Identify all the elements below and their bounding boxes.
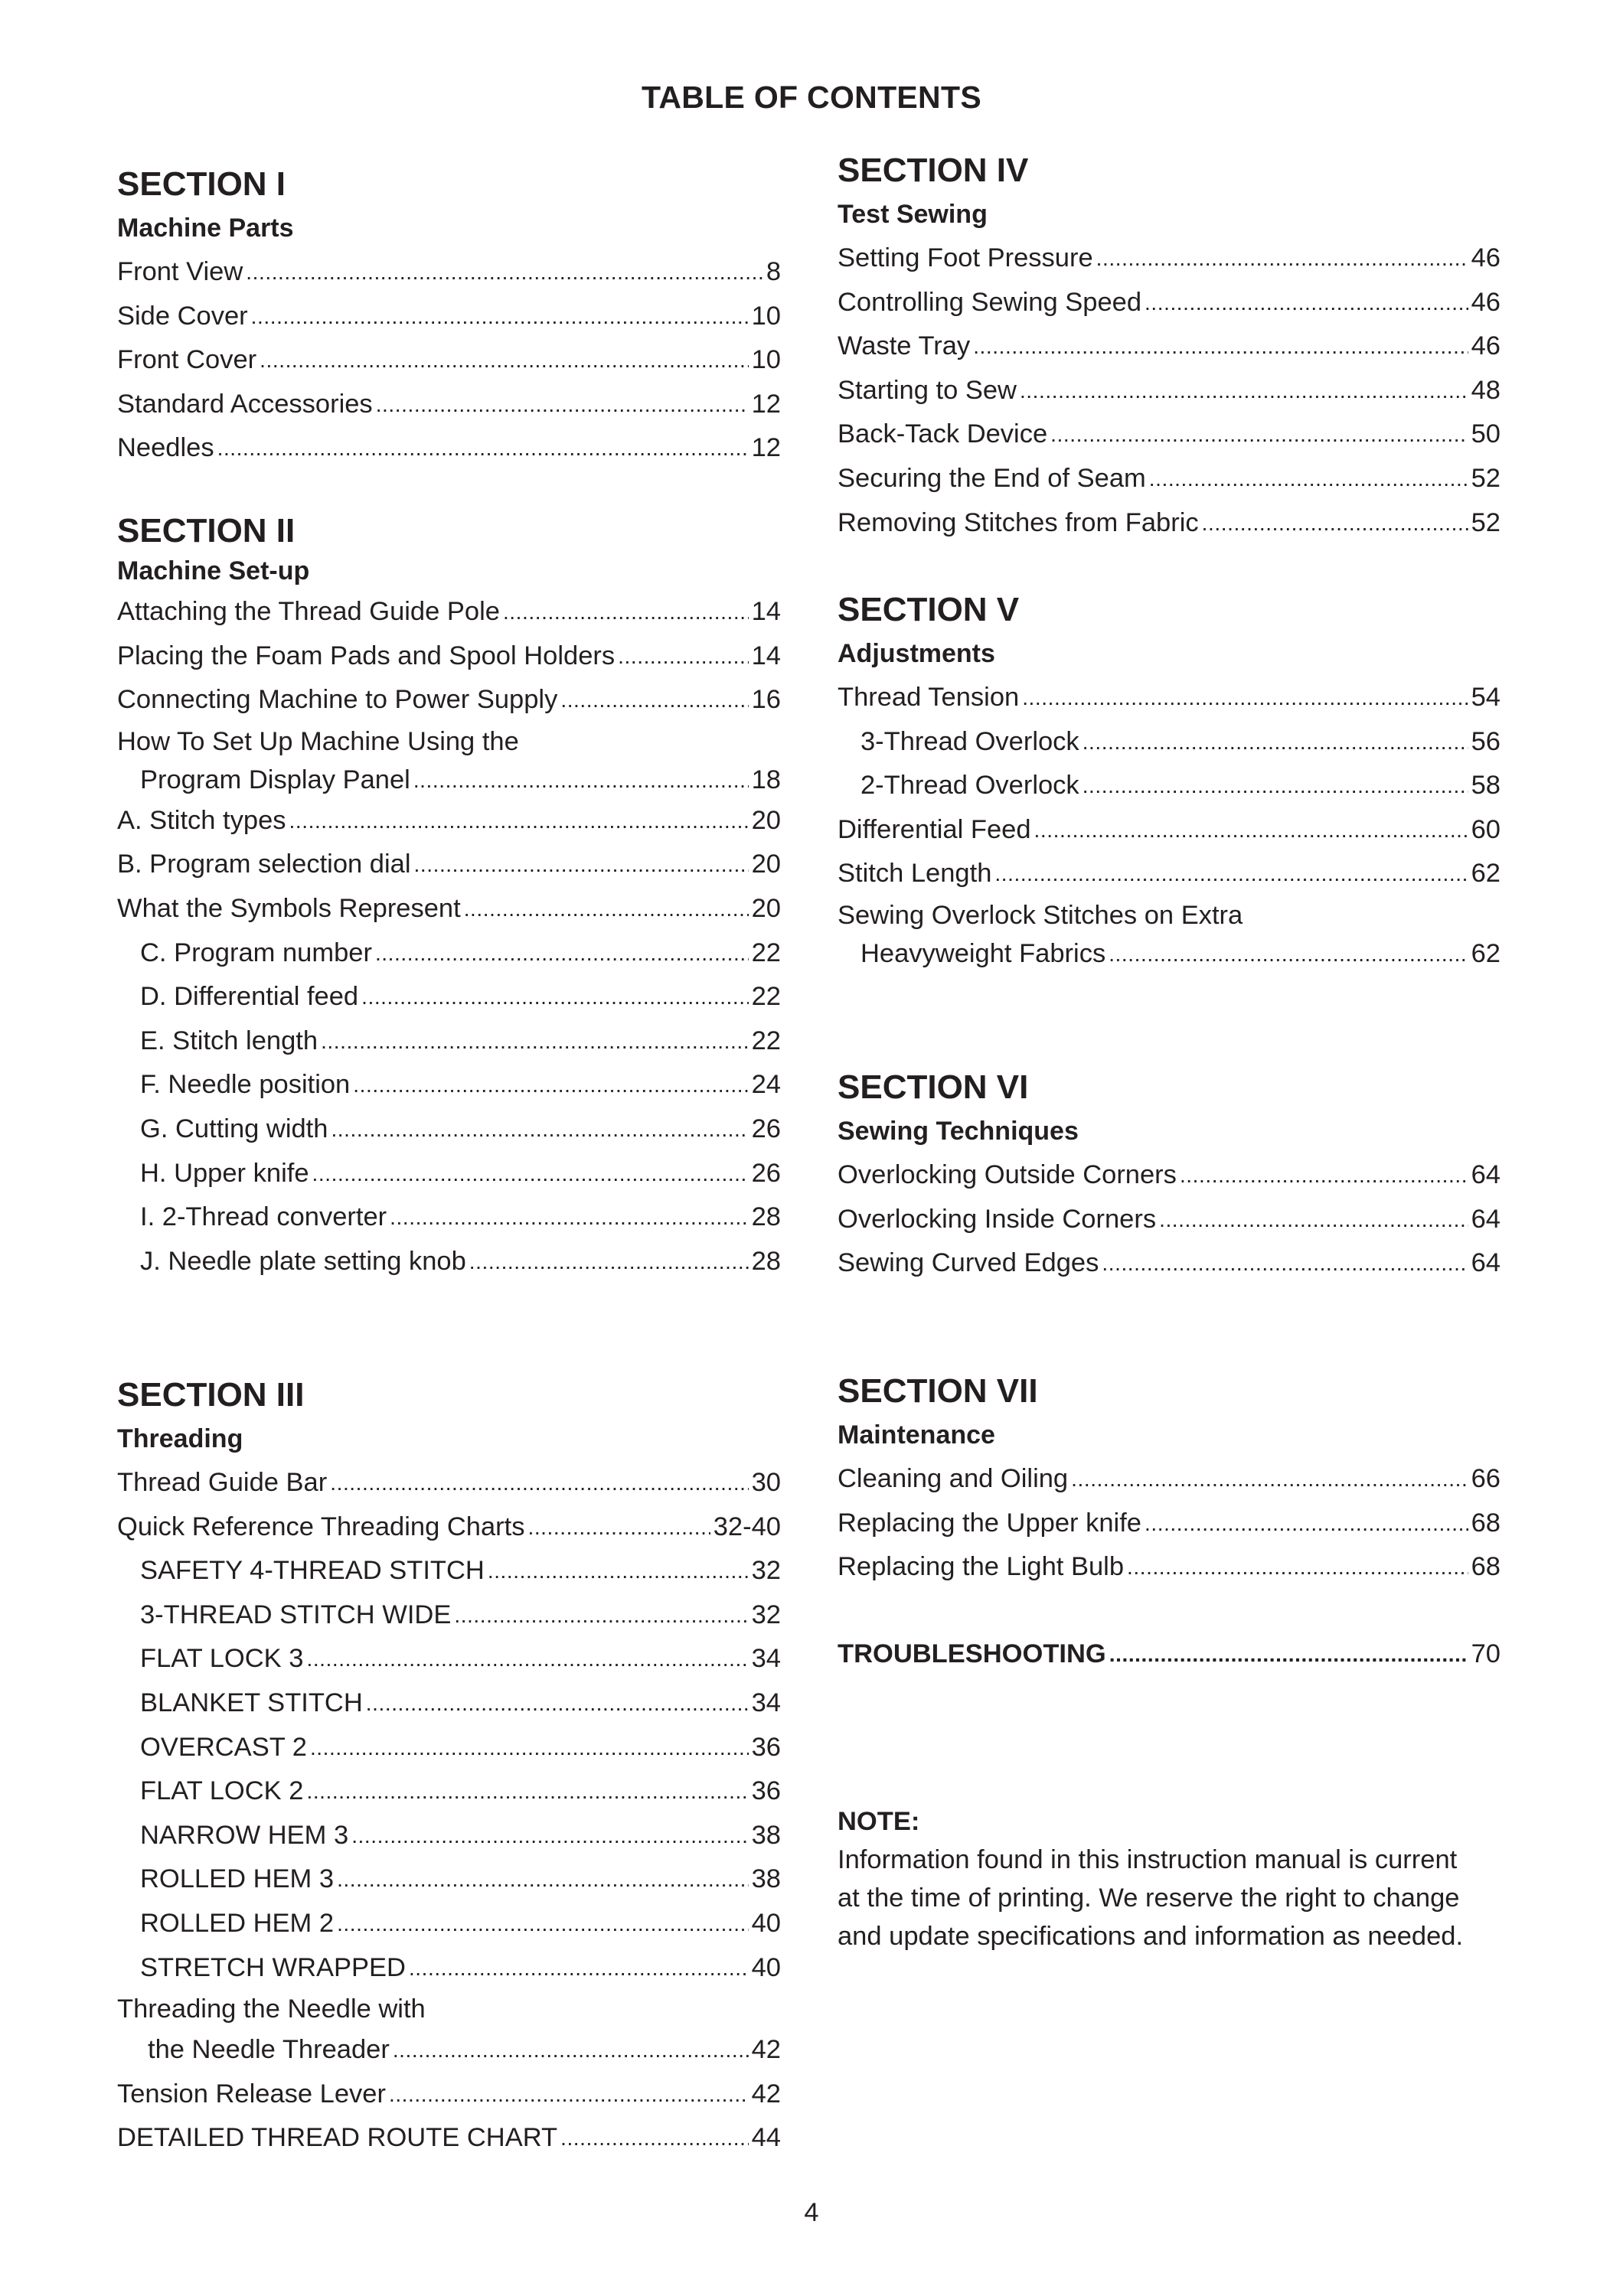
section-3 xyxy=(117,1374,781,2161)
toc-entry[interactable] xyxy=(117,1902,781,1946)
toc-entry-title: Side Cover xyxy=(117,301,248,331)
toc-entry-title: D. Differential feed xyxy=(140,982,359,1012)
toc-entry[interactable] xyxy=(117,678,781,722)
toc-entry-title: 3-THREAD STITCH WIDE xyxy=(140,1600,452,1629)
dot-leader xyxy=(469,1239,749,1284)
dot-leader xyxy=(1020,368,1468,413)
section-subheading: Threading xyxy=(117,1424,243,1453)
toc-entries xyxy=(117,250,781,471)
toc-entry-page: 22 xyxy=(751,982,781,1012)
toc-entry-page: 24 xyxy=(751,1070,781,1100)
dot-leader xyxy=(306,1636,748,1681)
toc-entry[interactable] xyxy=(117,1814,781,1858)
toc-entry[interactable] xyxy=(117,1461,781,1505)
toc-entry-title: ROLLED HEM 3 xyxy=(140,1864,335,1894)
toc-entry[interactable] xyxy=(117,590,781,634)
toc-entry-title: Sewing Overlock Stitches on Extra xyxy=(838,900,1243,930)
toc-entry-title: Program Display Panel xyxy=(140,765,410,794)
dot-leader xyxy=(503,589,749,634)
toc-entry-title: G. Cutting width xyxy=(140,1114,328,1143)
toc-entry[interactable] xyxy=(117,843,781,887)
toc-entry-title: STRETCH WRAPPED xyxy=(140,1952,406,1982)
toc-entry-page: 68 xyxy=(1471,1552,1501,1582)
dot-leader xyxy=(1109,934,1468,974)
toc-entry[interactable] xyxy=(838,369,1501,413)
toc-entry-title: Differential Feed xyxy=(838,814,1031,844)
toc-entry-page: 42 xyxy=(751,2035,781,2065)
troubleshooting-entry[interactable] xyxy=(838,1632,1501,1677)
toc-entry-title: Overlocking Inside Corners xyxy=(838,1204,1157,1234)
toc-entry-page: 56 xyxy=(1471,726,1501,756)
dot-leader xyxy=(321,1019,749,1064)
section-subheading: Maintenance xyxy=(838,1420,995,1450)
toc-entry-title: Waste Tray xyxy=(838,331,971,361)
toc-entry-title: Overlocking Outside Corners xyxy=(838,1160,1177,1189)
dot-leader xyxy=(618,634,748,679)
toc-entry-page: 54 xyxy=(1471,683,1501,712)
toc-entry-title: C. Program number xyxy=(140,938,372,967)
toc-entry[interactable] xyxy=(117,761,781,799)
toc-entry-page: 44 xyxy=(751,2123,781,2153)
dot-leader xyxy=(464,886,749,931)
toc-entry[interactable] xyxy=(838,934,1501,973)
dot-leader xyxy=(217,426,749,471)
dot-leader xyxy=(994,851,1468,896)
dot-leader xyxy=(366,1681,749,1726)
section-heading: SECTION VI xyxy=(838,1068,1029,1106)
toc-entry-page: 8 xyxy=(766,257,781,286)
toc-entry-page: 34 xyxy=(751,1688,781,1717)
dot-leader xyxy=(560,2115,749,2161)
toc-entry[interactable] xyxy=(117,1769,781,1814)
toc-entry-page: 40 xyxy=(751,1908,781,1938)
toc-entry[interactable] xyxy=(117,2116,781,2161)
toc-entry-page: 20 xyxy=(751,850,781,879)
toc-entries xyxy=(838,676,1501,973)
dot-leader xyxy=(306,1769,748,1814)
toc-entry-page: 32 xyxy=(751,1600,781,1629)
dot-leader xyxy=(1202,501,1468,546)
section-subheading: Sewing Techniques xyxy=(838,1117,1079,1146)
toc-entry-title: Placing the Foam Pads and Spool Holders xyxy=(117,641,616,670)
toc-entry-title: Securing the End of Seam xyxy=(838,463,1146,493)
toc-entry[interactable] xyxy=(117,250,781,295)
dot-leader xyxy=(1034,807,1468,853)
toc-entry-page: 10 xyxy=(751,345,781,375)
dot-leader xyxy=(289,798,749,843)
toc-entry-page: 14 xyxy=(751,597,781,626)
dot-leader xyxy=(1145,280,1468,325)
toc-entries xyxy=(838,236,1501,545)
toc-entry-title: TROUBLESHOOTING xyxy=(838,1639,1106,1668)
toc-entry[interactable] xyxy=(117,426,781,471)
toc-entry[interactable] xyxy=(838,1457,1501,1502)
dot-leader xyxy=(454,1593,748,1638)
toc-entry-page: 52 xyxy=(1471,507,1501,537)
toc-entry-title: FLAT LOCK 3 xyxy=(140,1644,304,1674)
toc-entry[interactable] xyxy=(117,799,781,843)
dot-leader xyxy=(246,249,763,295)
toc-entry-page: 50 xyxy=(1471,419,1501,449)
toc-entry-title: DETAILED THREAD ROUTE CHART xyxy=(117,2123,558,2153)
toc-entry-page: 46 xyxy=(1471,243,1501,272)
toc-entry-title: F. Needle position xyxy=(140,1070,351,1100)
note-line: Information found in this instruction manual is current xyxy=(838,1845,1458,1874)
toc-entry-title: BLANKET STITCH xyxy=(140,1688,363,1717)
toc-entry[interactable] xyxy=(838,764,1501,808)
dot-leader xyxy=(361,974,749,1019)
dot-leader xyxy=(1102,1241,1468,1286)
dot-leader xyxy=(330,1460,748,1505)
toc-entry-title: Front Cover xyxy=(117,345,257,375)
toc-entry[interactable] xyxy=(838,1502,1501,1546)
section-7 xyxy=(838,1370,1501,1590)
dot-leader xyxy=(1180,1153,1468,1198)
toc-entry[interactable] xyxy=(838,852,1501,896)
toc-entry[interactable] xyxy=(117,1152,781,1196)
toc-entry[interactable] xyxy=(117,1107,781,1152)
toc-entry-title: I. 2-Thread converter xyxy=(140,1202,387,1232)
toc-entry-title: Quick Reference Threading Charts xyxy=(117,1512,525,1541)
dot-leader xyxy=(390,1195,748,1240)
toc-entry[interactable] xyxy=(117,1681,781,1726)
toc-entry-title: NARROW HEM 3 xyxy=(140,1820,349,1850)
section-heading: SECTION VII xyxy=(838,1372,1038,1410)
toc-entry-title: Removing Stitches from Fabric xyxy=(838,507,1199,537)
toc-entry-title: OVERCAST 2 xyxy=(140,1732,307,1762)
toc-entry[interactable] xyxy=(117,1195,781,1240)
toc-entry-page: 64 xyxy=(1471,1248,1501,1278)
toc-entry[interactable] xyxy=(117,338,781,383)
toc-entry-page: 64 xyxy=(1471,1160,1501,1189)
note-heading: NOTE: xyxy=(838,1807,920,1836)
toc-entry[interactable] xyxy=(838,281,1501,325)
toc-entry[interactable] xyxy=(117,1240,781,1284)
toc-entries xyxy=(117,590,781,1283)
toc-entry-title: Attaching the Thread Guide Pole xyxy=(117,597,500,626)
toc-entry-page: 12 xyxy=(751,433,781,463)
toc-entry[interactable] xyxy=(117,295,781,339)
dot-leader xyxy=(527,1505,710,1550)
toc-entry-page: 34 xyxy=(751,1644,781,1674)
toc-entry-page: 46 xyxy=(1471,331,1501,361)
toc-entry-title: What the Symbols Represent xyxy=(117,893,461,923)
toc-entry-page: 68 xyxy=(1471,1508,1501,1538)
toc-entry[interactable] xyxy=(838,676,1501,720)
toc-entry-page: 22 xyxy=(751,1026,781,1055)
toc-entry[interactable] xyxy=(117,1063,781,1107)
toc-entry[interactable] xyxy=(838,457,1501,501)
section-heading: SECTION II xyxy=(117,512,296,550)
dot-leader xyxy=(414,842,749,887)
toc-entry[interactable] xyxy=(117,1637,781,1681)
toc-entry-title: Threading the Needle with xyxy=(117,1994,426,2024)
section-subheading: Machine Set-up xyxy=(117,556,310,585)
toc-entry-page: 62 xyxy=(1471,938,1501,968)
toc-entry-page: 40 xyxy=(751,1952,781,1982)
dot-leader xyxy=(260,338,748,383)
toc-entry-page: 20 xyxy=(751,893,781,923)
section-6 xyxy=(838,1066,1501,1286)
dot-leader xyxy=(1022,675,1468,720)
toc-entry-title: Heavyweight Fabrics xyxy=(860,938,1106,968)
toc-entry[interactable] xyxy=(117,634,781,679)
dot-leader xyxy=(310,1725,749,1770)
section-subheading: Test Sewing xyxy=(838,200,988,229)
toc-entry-title: Setting Foot Pressure xyxy=(838,243,1093,272)
dot-leader xyxy=(337,1857,749,1902)
toc-entry-title: SAFETY 4-THREAD STITCH xyxy=(140,1556,485,1586)
toc-entry-page: 60 xyxy=(1471,814,1501,844)
toc-entry-page: 12 xyxy=(751,389,781,419)
toc-entry-page: 26 xyxy=(751,1114,781,1143)
toc-entry-title: Connecting Machine to Power Supply xyxy=(117,685,558,715)
toc-entry-title: E. Stitch length xyxy=(140,1026,318,1055)
dot-leader xyxy=(409,1945,749,1991)
page-number: 4 xyxy=(804,2198,819,2227)
toc-entry-title: Needles xyxy=(117,433,214,463)
dot-leader xyxy=(413,760,749,800)
toc-entry-page: 14 xyxy=(751,641,781,670)
toc-entry-title: the Needle Threader xyxy=(148,2035,390,2065)
toc-entry-page: 28 xyxy=(751,1246,781,1276)
toc-entry[interactable] xyxy=(838,1198,1501,1242)
toc-entry[interactable] xyxy=(838,1153,1501,1198)
toc-entry-page: 64 xyxy=(1471,1204,1501,1234)
toc-entry-page: 42 xyxy=(751,2079,781,2108)
toc-entry-page: 32-40 xyxy=(713,1512,781,1541)
toc-entry[interactable] xyxy=(117,1946,781,1991)
dot-leader xyxy=(251,294,749,339)
toc-entry[interactable] xyxy=(117,1019,781,1064)
dot-leader xyxy=(1083,719,1468,765)
toc-entry-title: J. Needle plate setting knob xyxy=(140,1246,466,1276)
section-heading: SECTION IV xyxy=(838,152,1029,189)
section-heading: SECTION V xyxy=(838,591,1020,628)
dot-leader xyxy=(389,2072,749,2117)
toc-entry-title: Thread Tension xyxy=(838,683,1020,712)
dot-leader xyxy=(1083,763,1468,808)
toc-entry-title: FLAT LOCK 2 xyxy=(140,1776,304,1806)
toc-entry-page: 26 xyxy=(751,1158,781,1188)
toc-entry-title: A. Stitch types xyxy=(117,805,286,835)
dot-leader xyxy=(337,1901,749,1946)
toc-entry-title: Starting to Sew xyxy=(838,375,1017,405)
toc-entry-page: 22 xyxy=(751,938,781,967)
toc-entry-page: 30 xyxy=(751,1468,781,1497)
toc-entry[interactable] xyxy=(117,975,781,1019)
toc-entries xyxy=(838,1153,1501,1286)
section-5 xyxy=(838,589,1501,973)
toc-entry-page: 10 xyxy=(751,301,781,331)
toc-entry[interactable] xyxy=(117,931,781,976)
toc-entry-page: 20 xyxy=(751,805,781,835)
toc-entry[interactable] xyxy=(117,2073,781,2117)
toc-entry-title: Back-Tack Device xyxy=(838,419,1048,449)
dot-leader xyxy=(1050,412,1468,457)
toc-entry-title: ROLLED HEM 2 xyxy=(140,1908,335,1938)
toc-entry-title: Stitch Length xyxy=(838,859,992,889)
dot-leader xyxy=(560,677,748,722)
toc-entry-title: Standard Accessories xyxy=(117,389,373,419)
toc-entry-page: 38 xyxy=(751,1820,781,1850)
toc-entry[interactable] xyxy=(838,720,1501,765)
dot-leader xyxy=(375,931,749,976)
toc-entry-title: Front View xyxy=(117,257,243,286)
toc-entry[interactable] xyxy=(117,383,781,427)
toc-entry-title: Tension Release Lever xyxy=(117,2079,386,2108)
dot-leader xyxy=(376,382,749,427)
dot-leader xyxy=(331,1107,748,1152)
toc-entry-page: 58 xyxy=(1471,771,1501,801)
section-subheading: Machine Parts xyxy=(117,214,294,243)
toc-entry xyxy=(117,722,781,761)
toc-entry-title: 2-Thread Overlock xyxy=(860,771,1079,801)
toc-entry-title: Replacing the Upper knife xyxy=(838,1508,1141,1538)
troubleshooting xyxy=(838,1632,1501,1677)
toc-entry-title: 3-Thread Overlock xyxy=(860,726,1079,756)
toc-entry[interactable] xyxy=(838,501,1501,546)
toc-entry[interactable] xyxy=(117,1593,781,1638)
dot-leader xyxy=(1109,1632,1468,1677)
toc-entry-title: Replacing the Light Bulb xyxy=(838,1552,1125,1582)
dot-leader xyxy=(488,1548,749,1593)
dot-leader xyxy=(1071,1456,1468,1502)
toc-entry-page: 28 xyxy=(751,1202,781,1232)
section-1 xyxy=(117,163,781,471)
toc-entry-page: 36 xyxy=(751,1776,781,1806)
toc-entry-page: 70 xyxy=(1471,1639,1501,1668)
toc-entry-title: Controlling Sewing Speed xyxy=(838,287,1142,317)
toc-entry[interactable] xyxy=(117,1726,781,1770)
toc-entries xyxy=(838,1457,1501,1590)
toc-entry-page: 62 xyxy=(1471,859,1501,889)
toc-entry xyxy=(117,1990,781,2028)
toc-entry-page: 52 xyxy=(1471,463,1501,493)
toc-entry-title: Sewing Curved Edges xyxy=(838,1248,1099,1278)
section-4 xyxy=(838,149,1501,545)
note-body xyxy=(838,1841,1511,1955)
toc-entry[interactable] xyxy=(117,887,781,931)
toc-entry[interactable] xyxy=(838,1545,1501,1590)
dot-leader xyxy=(973,324,1468,369)
dot-leader xyxy=(1159,1197,1468,1242)
toc-entries xyxy=(117,1461,781,2161)
section-subheading: Adjustments xyxy=(838,639,995,668)
toc-entry-page: 16 xyxy=(751,685,781,715)
toc-entry[interactable] xyxy=(117,2028,781,2073)
toc-entry-title: How To Set Up Machine Using the xyxy=(117,726,519,756)
toc-entry[interactable] xyxy=(838,808,1501,853)
toc-entry-page: 48 xyxy=(1471,375,1501,405)
page-title: TABLE OF CONTENTS xyxy=(642,80,981,115)
dot-leader xyxy=(1149,456,1468,501)
toc-entry-page: 32 xyxy=(751,1556,781,1586)
section-heading: SECTION III xyxy=(117,1376,305,1414)
toc-entry-page: 18 xyxy=(751,765,781,794)
toc-entry-page: 66 xyxy=(1471,1464,1501,1493)
toc-entry-page: 36 xyxy=(751,1732,781,1762)
toc-entry-title: Thread Guide Bar xyxy=(117,1468,328,1497)
section-2 xyxy=(117,510,781,1283)
toc-entry-page: 38 xyxy=(751,1864,781,1894)
toc-entry-title: H. Upper knife xyxy=(140,1158,309,1188)
toc-entry[interactable] xyxy=(117,1549,781,1593)
toc-entry-title: B. Program selection dial xyxy=(117,850,411,879)
toc-entry[interactable] xyxy=(117,1505,781,1550)
note-line: and update specifications and information as needed. xyxy=(838,1922,1464,1951)
toc-entry xyxy=(838,896,1501,934)
toc-entry[interactable] xyxy=(838,413,1501,457)
toc-entry-page: 46 xyxy=(1471,287,1501,317)
dot-leader xyxy=(312,1151,749,1196)
toc-entry[interactable] xyxy=(838,1241,1501,1286)
dot-leader xyxy=(1096,236,1468,281)
toc-entry[interactable] xyxy=(838,236,1501,281)
dot-leader xyxy=(1127,1544,1468,1590)
dot-leader xyxy=(353,1062,748,1107)
toc-entry[interactable] xyxy=(838,325,1501,369)
dot-leader xyxy=(351,1813,748,1858)
dot-leader xyxy=(1145,1501,1468,1546)
section-heading: SECTION I xyxy=(117,165,286,203)
toc-entry[interactable] xyxy=(117,1857,781,1902)
note-line: at the time of printing. We reserve the right to change xyxy=(838,1883,1460,1913)
toc-entry-title: Cleaning and Oiling xyxy=(838,1464,1069,1493)
dot-leader xyxy=(393,2027,749,2073)
